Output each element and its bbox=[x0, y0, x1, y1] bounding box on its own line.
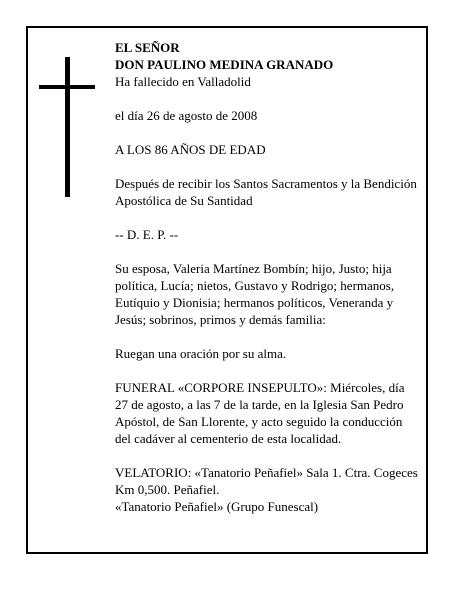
obituary-notice bbox=[26, 26, 428, 554]
death-date: el día 26 de agosto de 2008 bbox=[115, 108, 258, 123]
deceased-header bbox=[115, 39, 420, 90]
age-line: A LOS 86 AÑOS DE EDAD bbox=[115, 142, 266, 157]
deceased-name: DON PAULINO MEDINA GRANADO bbox=[115, 57, 334, 72]
velatorio-address: VELATORIO: «Tanatorio Peñafiel» Sala 1. Ctra. Cogeces Km 0,500. Peñafiel. bbox=[115, 465, 418, 497]
cross-icon-bar bbox=[39, 85, 95, 89]
sacraments-paragraph: Después de recibir los Santos Sacramentos y la Bendición Apostólica de Su Santidad bbox=[115, 176, 417, 208]
rip-line: -- D. E. P. -- bbox=[115, 227, 179, 242]
funeral-paragraph: FUNERAL «CORPORE INSEPULTO»: Miércoles, día 27 de agosto, a las 7 de la tarde, en la Iglesia San Pedro Apóstol, de San Llorente, y acto seguido la conducción del cadáver al cementerio de esta localidad. bbox=[115, 380, 405, 446]
family-paragraph: Su esposa, Valeria Martínez Bombín; hijo, Justo; hija política, Lucía; nietos, Gustavo y Rodrigo; hermanos, Eutíquio y Dionisia; hermanos políticos, Veneranda y Jesús; sobrinos, primos y demás familia: bbox=[115, 261, 395, 327]
obituary-text bbox=[115, 39, 420, 532]
velatorio-paragraph bbox=[115, 464, 420, 515]
cross-icon bbox=[65, 57, 70, 197]
title-line: EL SEÑOR bbox=[115, 40, 180, 55]
velatorio-company: «Tanatorio Peñafiel» (Grupo Funescal) bbox=[115, 499, 319, 514]
death-place: Ha fallecido en Valladolid bbox=[115, 74, 251, 89]
prayer-line: Ruegan una oración por su alma. bbox=[115, 346, 287, 361]
